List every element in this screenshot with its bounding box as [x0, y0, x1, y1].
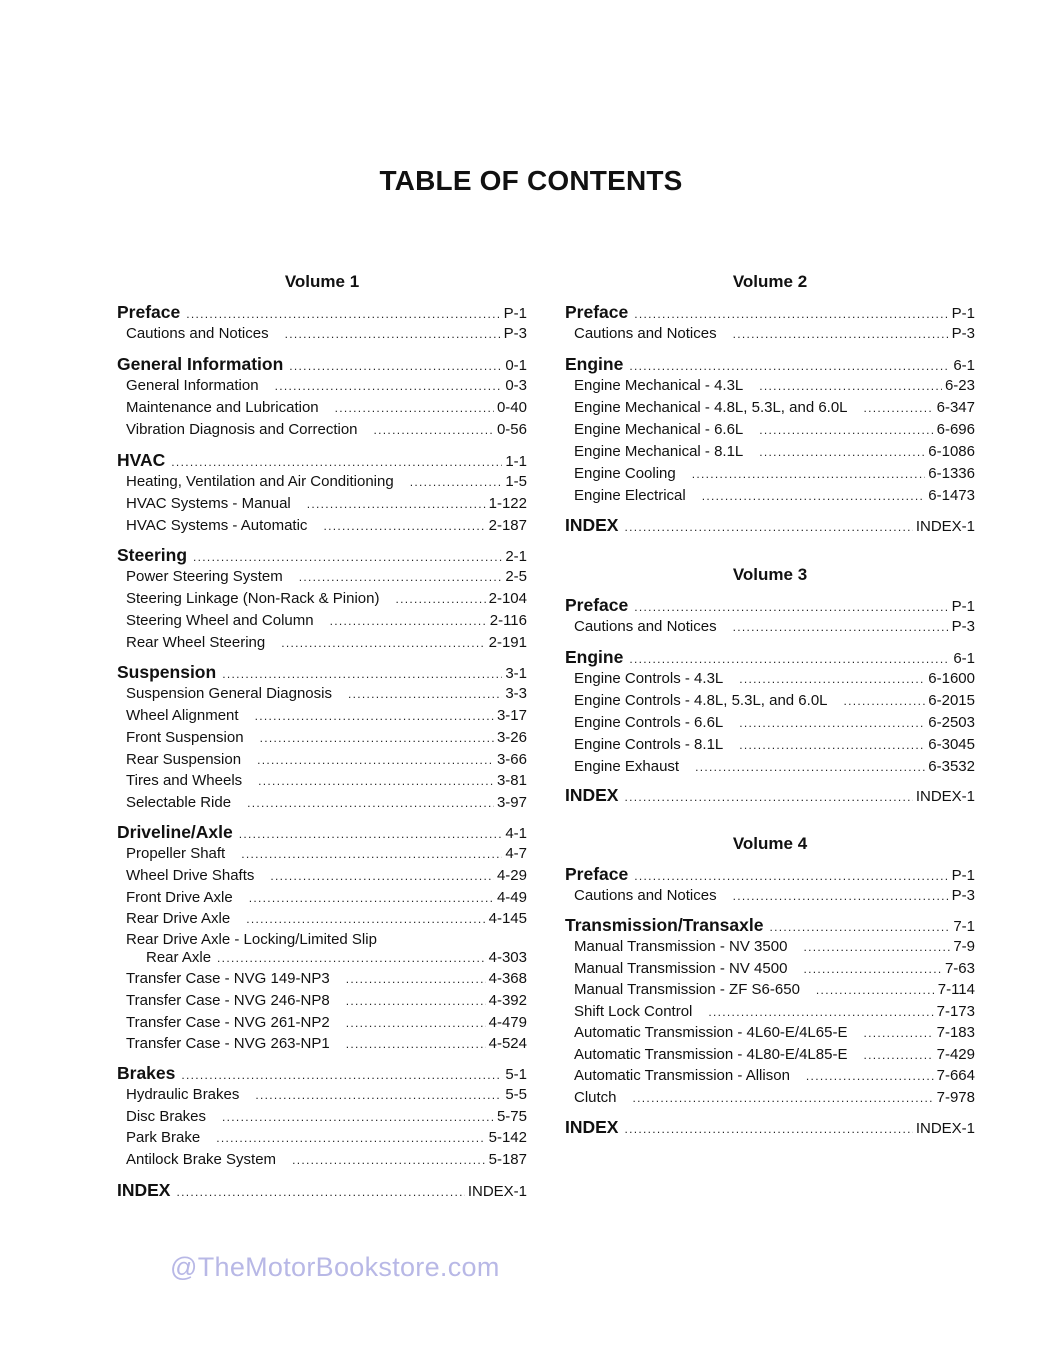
entry-page: 7-1: [953, 918, 975, 935]
entry-label: Antilock Brake System: [126, 1151, 277, 1168]
toc-entry[interactable]: [565, 398, 975, 418]
entry-label: Steering: [117, 545, 188, 565]
entry-label: Cautions and Notices: [574, 618, 717, 635]
entry-label: Propeller Shaft: [126, 845, 226, 862]
dot-leader: [346, 1013, 486, 1033]
entry-label: Engine Exhaust: [574, 758, 680, 775]
dot-leader: [346, 1034, 486, 1054]
toc-entry-index[interactable]: [565, 1117, 975, 1139]
toc-entry-cautions-and-notices[interactable]: [117, 324, 527, 344]
entry-page: 4-524: [488, 1035, 527, 1052]
toc-entry-preface[interactable]: [565, 302, 975, 324]
toc-entry[interactable]: [117, 909, 527, 929]
toc-entry[interactable]: [117, 888, 527, 908]
dot-leader: [222, 1107, 494, 1127]
entry-label: Tires and Wheels: [126, 772, 243, 789]
dot-leader: [844, 691, 926, 711]
entry-page: 7-9: [953, 938, 975, 955]
entry-page: 3-1: [505, 665, 527, 682]
dot-leader: [634, 597, 948, 617]
dot-leader: [739, 735, 925, 755]
entry-page: 3-66: [496, 751, 527, 768]
toc-entry[interactable]: [565, 937, 975, 957]
dot-leader: [863, 1045, 933, 1065]
dot-leader: [285, 324, 501, 344]
entry-page: P-3: [951, 887, 975, 904]
dot-leader: [247, 793, 494, 813]
entry-label: Park Brake: [126, 1129, 201, 1146]
entry-page: 3-17: [496, 707, 527, 724]
dot-leader: [816, 980, 935, 1000]
toc-entry[interactable]: [565, 735, 975, 755]
entry-page: P-1: [951, 867, 975, 884]
dot-leader: [258, 771, 494, 791]
toc-entry-index[interactable]: [565, 515, 975, 537]
entry-label: Engine Controls - 4.8L, 5.3L, and 6.0L: [574, 692, 828, 709]
toc-entry-index[interactable]: [565, 785, 975, 807]
entry-label: Selectable Ride: [126, 794, 232, 811]
toc-entry[interactable]: [117, 750, 527, 770]
watermark-text: @TheMotorBookstore.com: [170, 1252, 500, 1282]
dot-leader: [176, 1182, 464, 1202]
entry-page: 6-1086: [928, 443, 975, 460]
dot-leader: [307, 494, 486, 514]
entry-page: 4-392: [488, 992, 527, 1009]
entry-page: 1-122: [488, 495, 527, 512]
toc-entry[interactable]: [117, 472, 527, 492]
dot-leader: [348, 684, 502, 704]
entry-page: 6-3045: [928, 736, 975, 753]
dot-leader: [181, 1065, 502, 1085]
entry-page: 3-81: [496, 772, 527, 789]
entry-label: General Information: [126, 377, 259, 394]
volume-title: Volume 4: [732, 834, 808, 853]
toc-entry[interactable]: [565, 442, 975, 462]
toc-entry-preface[interactable]: [565, 864, 975, 886]
entry-page: P-3: [951, 618, 975, 635]
toc-entry-preface[interactable]: [117, 302, 527, 324]
dot-leader: [216, 1128, 485, 1148]
entry-label: Preface: [565, 302, 629, 322]
dot-leader: [246, 909, 485, 929]
entry-page: 6-2503: [928, 714, 975, 731]
dot-leader: [695, 757, 925, 777]
entry-page: 5-5: [505, 1086, 527, 1103]
dot-leader: [759, 376, 942, 396]
toc-entry[interactable]: [117, 684, 527, 704]
toc-entry-continuation[interactable]: [117, 948, 527, 968]
entry-label: Engine Mechanical - 4.8L, 5.3L, and 6.0L: [574, 399, 848, 416]
entry-page: 2-187: [488, 517, 527, 534]
entry-page: 5-187: [488, 1151, 527, 1168]
toc-entry-brakes[interactable]: [117, 1063, 527, 1085]
entry-page: 2-1: [505, 548, 527, 565]
entry-page: 6-23: [944, 377, 975, 394]
entry-page: 3-3: [505, 685, 527, 702]
dot-leader: [193, 547, 502, 567]
entry-page: 2-191: [488, 634, 527, 651]
toc-entry[interactable]: [565, 691, 975, 711]
dot-leader: [346, 969, 486, 989]
entry-label: Engine: [565, 647, 624, 667]
entry-page: 5-75: [496, 1108, 527, 1125]
toc-entry[interactable]: [565, 420, 975, 440]
entry-page: P-3: [951, 325, 975, 342]
entry-label: Automatic Transmission - Allison: [574, 1067, 790, 1084]
entry-label: Engine Mechanical - 6.6L: [574, 421, 744, 438]
entry-page: P-1: [503, 305, 527, 322]
toc-entry-engine[interactable]: [565, 647, 975, 669]
entry-page: P-1: [951, 598, 975, 615]
toc-entry[interactable]: [117, 589, 527, 609]
entry-label: Engine Controls - 8.1L: [574, 736, 724, 753]
entry-page: 6-1600: [928, 670, 975, 687]
dot-leader: [275, 376, 503, 396]
toc-entry[interactable]: [117, 1085, 527, 1105]
toc-entry[interactable]: [117, 1128, 527, 1148]
entry-page: 7-114: [937, 981, 975, 998]
entry-label: Clutch: [574, 1089, 617, 1106]
entry-page: 4-368: [488, 970, 527, 987]
dot-leader: [739, 713, 925, 733]
entry-label: Disc Brakes: [126, 1108, 207, 1125]
dot-leader: [634, 866, 948, 886]
dot-leader: [281, 633, 485, 653]
entry-label: Engine Controls - 4.3L: [574, 670, 724, 687]
entry-label: General Information: [117, 354, 284, 374]
toc-entry[interactable]: [565, 486, 975, 506]
toc-entry[interactable]: [565, 1002, 975, 1022]
entry-label: Rear Drive Axle - Locking/Limited Slip: [126, 931, 377, 948]
entry-page: 3-97: [496, 794, 527, 811]
toc-entry[interactable]: [117, 1013, 527, 1033]
toc-entry[interactable]: [117, 1150, 527, 1170]
dot-leader: [217, 948, 486, 968]
toc-entry[interactable]: [565, 464, 975, 484]
entry-label: Steering Linkage (Non-Rack & Pinion): [126, 590, 380, 607]
entry-label: Shift Lock Control: [574, 1003, 693, 1020]
entry-label: Front Suspension: [126, 729, 244, 746]
toc-entry[interactable]: [117, 969, 527, 989]
dot-leader: [863, 1023, 933, 1043]
dot-leader: [634, 304, 948, 324]
dot-leader: [330, 611, 487, 631]
entry-label: Engine Cooling: [574, 465, 676, 482]
entry-page: 5-142: [488, 1129, 527, 1146]
dot-leader: [803, 937, 950, 957]
entry-label: Driveline/Axle: [117, 822, 233, 842]
dot-leader: [410, 472, 503, 492]
entry-label: Manual Transmission - ZF S6-650: [574, 981, 800, 998]
entry-label: Preface: [565, 595, 629, 615]
entry-page: INDEX-1: [915, 518, 975, 535]
entry-label: Suspension: [117, 662, 217, 682]
entry-page: 7-978: [936, 1089, 975, 1106]
dot-leader: [241, 844, 502, 864]
entry-label: Cautions and Notices: [574, 325, 717, 342]
entry-page: 3-26: [496, 729, 527, 746]
dot-leader: [186, 304, 500, 324]
dot-leader: [806, 1066, 934, 1086]
entry-page: 4-7: [505, 845, 527, 862]
entry-page: 7-183: [936, 1024, 975, 1041]
entry-page: 7-429: [936, 1046, 975, 1063]
entry-label: INDEX: [117, 1180, 171, 1200]
entry-label: INDEX: [565, 785, 619, 805]
entry-label: Preface: [565, 864, 629, 884]
toc-entry[interactable]: [565, 886, 975, 906]
entry-page: 4-303: [488, 949, 527, 966]
entry-label: Suspension General Diagnosis: [126, 685, 332, 702]
entry-page: 1-1: [505, 453, 527, 470]
toc-entry[interactable]: [565, 1088, 975, 1108]
dot-leader: [374, 420, 494, 440]
dot-leader: [249, 888, 494, 908]
toc-entry[interactable]: [117, 991, 527, 1011]
toc-entry[interactable]: [117, 771, 527, 791]
entry-label: Transfer Case - NVG 246-NP8: [126, 992, 330, 1009]
toc-entry[interactable]: [117, 494, 527, 514]
dot-leader: [739, 669, 925, 689]
entry-label: Preface: [117, 302, 181, 322]
entry-label: Transfer Case - NVG 263-NP1: [126, 1035, 330, 1052]
entry-label: Automatic Transmission - 4L60-E/4L65-E: [574, 1024, 848, 1041]
dot-leader: [299, 567, 503, 587]
entry-page: 0-1: [505, 357, 527, 374]
entry-label: Rear Axle: [146, 949, 212, 966]
dot-leader: [733, 886, 949, 906]
dot-leader: [759, 420, 933, 440]
entry-page: 5-1: [505, 1066, 527, 1083]
dot-leader: [395, 589, 485, 609]
entry-page: 2-5: [505, 568, 527, 585]
toc-entry[interactable]: [117, 706, 527, 726]
dot-leader: [239, 824, 503, 844]
toc-entry[interactable]: [565, 959, 975, 979]
dot-leader: [171, 452, 502, 472]
entry-page: 6-1: [953, 357, 975, 374]
entry-page: 7-173: [936, 1003, 975, 1020]
page-title: TABLE OF CONTENTS: [379, 165, 683, 196]
dot-leader: [624, 1119, 912, 1139]
dot-leader: [708, 1002, 933, 1022]
toc-entry[interactable]: [565, 1066, 975, 1086]
toc-entry[interactable]: [565, 1023, 975, 1043]
entry-label: Rear Suspension: [126, 751, 242, 768]
entry-label: Power Steering System: [126, 568, 283, 585]
dot-leader: [803, 959, 942, 979]
entry-page: 6-1336: [928, 465, 975, 482]
toc-entry[interactable]: [117, 930, 527, 950]
entry-page: 0-56: [496, 421, 527, 438]
entry-page: 7-63: [944, 960, 975, 977]
dot-leader: [255, 706, 494, 726]
entry-label: Rear Wheel Steering: [126, 634, 266, 651]
entry-label: Vibration Diagnosis and Correction: [126, 421, 358, 438]
toc-entry-transmission-transaxle[interactable]: [565, 915, 975, 937]
entry-label: Brakes: [117, 1063, 176, 1083]
entry-page: 6-347: [936, 399, 975, 416]
toc-entry[interactable]: [117, 398, 527, 418]
entry-page: 6-1473: [928, 487, 975, 504]
dot-leader: [346, 991, 486, 1011]
entry-label: Heating, Ventilation and Air Conditioning: [126, 473, 394, 490]
entry-label: Wheel Drive Shafts: [126, 867, 255, 884]
entry-label: Automatic Transmission - 4L80-E/4L85-E: [574, 1046, 848, 1063]
dot-leader: [270, 866, 494, 886]
dot-leader: [769, 917, 950, 937]
entry-page: 6-2015: [928, 692, 975, 709]
entry-label: Transfer Case - NVG 261-NP2: [126, 1014, 330, 1031]
entry-label: Transmission/Transaxle: [565, 915, 764, 935]
dot-leader: [733, 324, 949, 344]
toc-entry[interactable]: [117, 866, 527, 886]
toc-entry[interactable]: [117, 611, 527, 631]
dot-leader: [633, 1088, 934, 1108]
entry-label: Rear Drive Axle: [126, 910, 231, 927]
entry-page: 7-664: [936, 1067, 975, 1084]
dot-leader: [692, 464, 926, 484]
toc-entry[interactable]: [117, 516, 527, 536]
entry-page: 4-49: [496, 889, 527, 906]
volume-title: Volume 2: [732, 272, 808, 291]
toc-entry[interactable]: [117, 376, 527, 396]
dot-leader: [260, 728, 494, 748]
dot-leader: [624, 787, 912, 807]
dot-leader: [629, 356, 950, 376]
entry-label: HVAC Systems - Manual: [126, 495, 291, 512]
entry-label: Engine Mechanical - 4.3L: [574, 377, 744, 394]
toc-entry[interactable]: [565, 1045, 975, 1065]
toc-entry[interactable]: [565, 980, 975, 1000]
toc-entry[interactable]: [117, 420, 527, 440]
entry-page: 4-479: [488, 1014, 527, 1031]
entry-label: Engine: [565, 354, 624, 374]
entry-page: INDEX-1: [467, 1183, 527, 1200]
toc-entry-engine[interactable]: [565, 354, 975, 376]
volume-title: Volume 3: [732, 565, 808, 584]
entry-page: P-1: [951, 305, 975, 322]
entry-label: Manual Transmission - NV 4500: [574, 960, 788, 977]
toc-entry[interactable]: [117, 793, 527, 813]
dot-leader: [289, 356, 502, 376]
dot-leader: [257, 750, 494, 770]
entry-page: 6-696: [936, 421, 975, 438]
entry-label: HVAC: [117, 450, 166, 470]
toc-entry[interactable]: [565, 617, 975, 637]
entry-label: Front Drive Axle: [126, 889, 233, 906]
dot-leader: [733, 617, 949, 637]
entry-label: Steering Wheel and Column: [126, 612, 314, 629]
toc-entry-suspension[interactable]: [117, 662, 527, 684]
entry-page: INDEX-1: [915, 788, 975, 805]
entry-label: HVAC Systems - Automatic: [126, 517, 308, 534]
toc-entry[interactable]: [565, 324, 975, 344]
dot-leader: [323, 516, 485, 536]
entry-page: 0-3: [505, 377, 527, 394]
toc-entry[interactable]: [565, 669, 975, 689]
entry-label: Manual Transmission - NV 3500: [574, 938, 788, 955]
toc-entry[interactable]: [565, 713, 975, 733]
entry-page: 2-104: [488, 590, 527, 607]
entry-label: Wheel Alignment: [126, 707, 239, 724]
dot-leader: [222, 664, 502, 684]
dot-leader: [629, 649, 950, 669]
entry-label: INDEX: [565, 1117, 619, 1137]
dot-leader: [624, 517, 912, 537]
entry-label: INDEX: [565, 515, 619, 535]
entry-page: 2-116: [489, 612, 527, 629]
dot-leader: [292, 1150, 486, 1170]
entry-page: INDEX-1: [915, 1120, 975, 1137]
entry-page: 4-29: [496, 867, 527, 884]
entry-label: Engine Controls - 6.6L: [574, 714, 724, 731]
toc-entry-driveline-axle[interactable]: [117, 822, 527, 844]
entry-label: Engine Electrical: [574, 487, 686, 504]
dot-leader: [702, 486, 926, 506]
dot-leader: [335, 398, 494, 418]
toc-entry-hvac[interactable]: [117, 450, 527, 472]
toc-entry[interactable]: [565, 757, 975, 777]
entry-page: 4-1: [505, 825, 527, 842]
entry-label: Hydraulic Brakes: [126, 1086, 240, 1103]
entry-label: Cautions and Notices: [574, 887, 717, 904]
entry-label: Maintenance and Lubrication: [126, 399, 319, 416]
dot-leader: [759, 442, 925, 462]
toc-entry-preface[interactable]: [565, 595, 975, 617]
entry-page: 6-3532: [928, 758, 975, 775]
entry-label: Transfer Case - NVG 149-NP3: [126, 970, 330, 987]
volume-title: Volume 1: [284, 272, 360, 291]
toc-entry-general-information[interactable]: [117, 354, 527, 376]
entry-page: 1-5: [505, 473, 527, 490]
entry-page: 4-145: [488, 910, 527, 927]
entry-label: Engine Mechanical - 8.1L: [574, 443, 744, 460]
toc-entry[interactable]: [117, 844, 527, 864]
toc-entry[interactable]: [117, 1034, 527, 1054]
toc-entry[interactable]: [565, 376, 975, 396]
toc-entry-steering[interactable]: [117, 545, 527, 567]
entry-page: P-3: [503, 325, 527, 342]
dot-leader: [864, 398, 934, 418]
entry-label: Cautions and Notices: [126, 325, 269, 342]
dot-leader: [255, 1085, 502, 1105]
toc-entry[interactable]: [117, 567, 527, 587]
entry-page: 0-40: [496, 399, 527, 416]
toc-entry[interactable]: [117, 1107, 527, 1127]
entry-page: 6-1: [953, 650, 975, 667]
toc-entry[interactable]: [117, 728, 527, 748]
toc-entry[interactable]: [117, 633, 527, 653]
toc-entry-index[interactable]: [117, 1180, 527, 1202]
